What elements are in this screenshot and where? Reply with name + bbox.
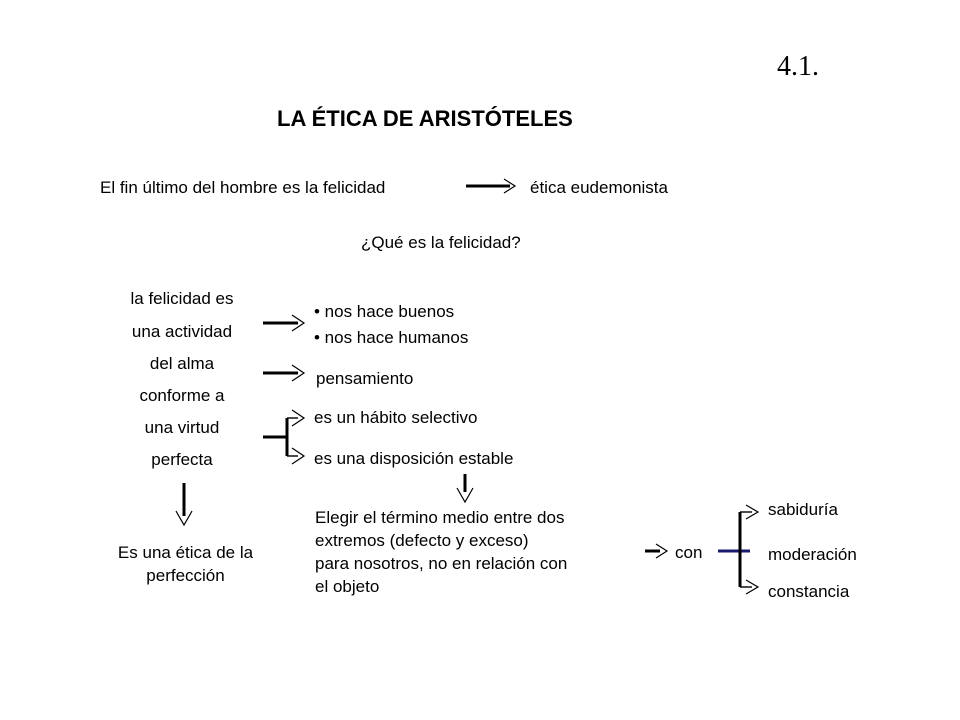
definition-line: perfecta bbox=[151, 450, 213, 469]
slide-number: 4.1. bbox=[777, 51, 819, 82]
page-title: LA ÉTICA DE ARISTÓTELES bbox=[277, 106, 573, 131]
virtud-trait: es un hábito selectivo bbox=[314, 408, 478, 427]
mean-line: para nosotros, no en relación con bbox=[315, 554, 568, 573]
definition-line: una virtud bbox=[144, 418, 220, 437]
question-text: ¿Qué es la felicidad? bbox=[361, 233, 521, 252]
premise-result: ética eudemonista bbox=[530, 178, 668, 197]
virtue-item: constancia bbox=[768, 582, 850, 601]
mean-line: Elegir el término medio entre dos bbox=[315, 508, 565, 527]
actividad-effect: • nos hace buenos bbox=[314, 302, 455, 321]
definition-line: conforme a bbox=[139, 386, 225, 405]
con-label: con bbox=[675, 543, 703, 562]
ethic-conclusion: Es una ética de la perfección bbox=[117, 543, 254, 585]
premise-text: El fin último del hombre es la felicidad bbox=[100, 178, 386, 197]
definition-line: una actividad bbox=[131, 322, 233, 341]
definition-line: la felicidad es bbox=[130, 289, 234, 308]
alma-effect: pensamiento bbox=[316, 369, 414, 388]
virtud-trait: es una disposición estable bbox=[314, 449, 514, 468]
actividad-effect: • nos hace humanos bbox=[314, 328, 469, 347]
virtue-item: sabiduría bbox=[768, 500, 838, 519]
virtue-item: moderación bbox=[768, 545, 857, 564]
mean-line: el objeto bbox=[315, 577, 380, 596]
mean-line: extremos (defecto y exceso) bbox=[315, 531, 529, 550]
definition-line: del alma bbox=[149, 354, 215, 373]
